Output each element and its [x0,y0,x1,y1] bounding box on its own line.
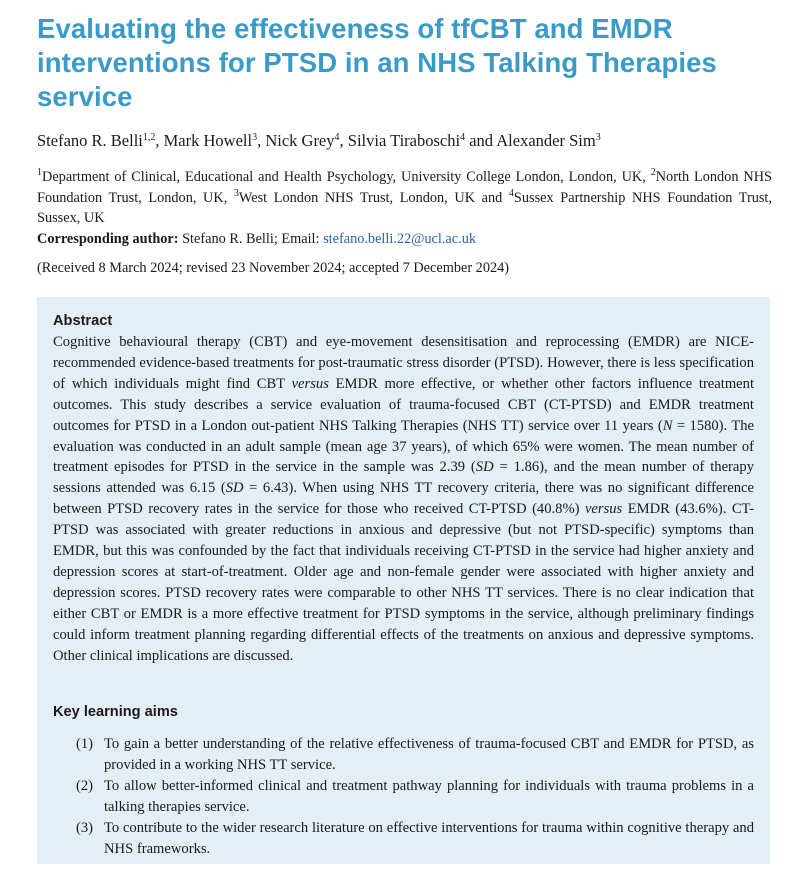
abstract-heading: Abstract [53,313,113,329]
abstract-segment: = 6.43). When using NHS TT recovery criteria, there was no significant difference between PTSD recovery rates in the service for those who received CT-PTSD (40.8%) [53,480,754,518]
abstract-italic-term: SD [225,480,244,497]
learning-aim-number: (3) [76,819,94,836]
corresponding-author-text: Stefano R. Belli; Email: [178,230,324,247]
affiliation-marker: 4 [508,187,514,199]
author-name: Stefano R. Belli [37,131,143,150]
affiliation-marker: 1 [37,167,42,178]
paper-title: Evaluating the effectiveness of tfCBT and EMDR interventions for PTSD in an NHS Talking Therapies service [37,13,717,112]
email-link[interactable]: stefano.belli.22@ucl.ac.uk [323,230,476,247]
affiliation-text: North London NHS Foundation Trust, London, UK, [37,169,772,206]
key-learning-aims-list [53,734,754,859]
author-affiliation-marker: 1,2 [142,132,156,143]
author-separator: , [155,131,164,150]
affiliation-text: West London NHS Trust, London, UK and [238,189,509,206]
author-name: Silvia Tiraboschi [347,131,461,150]
author-name: Alexander Sim [496,131,596,150]
abstract-segment: Cognitive behavioural therapy (CBT) and eye-movement desensitisation and reprocessing (EMDR) are NICE-recommended evidence-based treatments for post-traumatic stress disorder (PTSD). However, there is less specification of which individuals might find CBT [53,334,754,392]
learning-aim-text: To contribute to the wider research literature on effective interventions for trauma within cognitive therapy and NHS frameworks. [104,819,754,857]
abstract-italic-term: SD [475,459,494,476]
abstract-segment: = 1.86), and the mean number of therapy sessions attended was 6.15 ( [53,459,754,497]
abstract-box [37,297,770,864]
learning-aim-number: (2) [76,777,94,794]
author-affiliation-marker: 3 [595,132,601,143]
learning-aim-text: To gain a better understanding of the relative effectiveness of trauma-focused CBT and EMDR for PTSD, as provided in a working NHS TT service. [104,736,754,773]
affiliation-text: Department of Clinical, Educational and Health Psychology, University College London, London, UK, [42,169,651,185]
abstract-segment: = 1580). The evaluation was conducted in an adult sample (mean age 37 years), of which 65% were women. The mean number of treatment episodes for PTSD in the service in the sample was 2.39 ( [53,417,755,476]
key-learning-aims-heading: Key learning aims [53,704,178,720]
author-list [37,130,777,152]
author-separator: and [465,131,497,150]
author-name: Nick Grey [265,131,335,150]
learning-aim-number: (1) [76,736,94,752]
affiliation-marker: 2 [650,167,656,178]
author-separator: , [257,131,266,150]
abstract-italic-term: versus [584,501,623,518]
learning-aim-item [53,776,754,818]
learning-aim-item [53,818,754,860]
abstract-segment: EMDR (43.6%). CT-PTSD was associated with greater reductions in anxious and depressive (but not PTSD-specific) symptoms than EMDR, but this was confounded by the fact that individuals receiving CT-PTSD in the service had higher anxiety and depression scores at start-of-treatment. Older age and non-female gender were associated with higher anxiety and depression scores. PTSD recovery rates were comparable to other NHS TT services. There is no clear indication that either CBT or EMDR is a more effective treatment for PTSD symptoms in the service, although preliminary findings could inform treatment planning regarding differential effects of the treatments on anxious and depressive symptoms. Other clinical implications are discussed. [53,501,754,664]
abstract-italic-term: N [662,417,673,434]
author-name: Mark Howell [163,131,253,150]
affiliation-text: Sussex Partnership NHS Foundation Trust, Sussex, UK [37,189,772,226]
learning-aim-text: To allow better-informed clinical and treatment pathway planning for individuals with trauma problems in a talking therapies service. [104,777,754,815]
abstract-text [53,332,754,667]
abstract-italic-term: versus [291,375,329,392]
author-affiliation-marker: 4 [334,132,340,143]
author-affiliation-marker: 3 [252,132,258,143]
abstract-segment: EMDR more effective, or whether other factors influence treatment outcomes. This study describes a service evaluation of trauma-focused CBT (CT-PTSD) and EMDR treatment outcomes for PTSD in a London out-patient NHS Talking Therapies (NHS TT) service over 11 years ( [53,375,754,434]
received-dates: (Received 8 March 2024; revised 23 November 2024; accepted 7 December 2024) [37,260,510,276]
affiliations [37,167,772,229]
affiliation-marker: 3 [233,187,239,199]
corresponding-author [37,229,772,250]
corresponding-author-label: Corresponding author: [37,230,179,247]
learning-aim-item [53,734,754,776]
author-separator: , [339,131,348,150]
affiliations-block [37,167,772,249]
author-affiliation-marker: 4 [460,132,466,143]
